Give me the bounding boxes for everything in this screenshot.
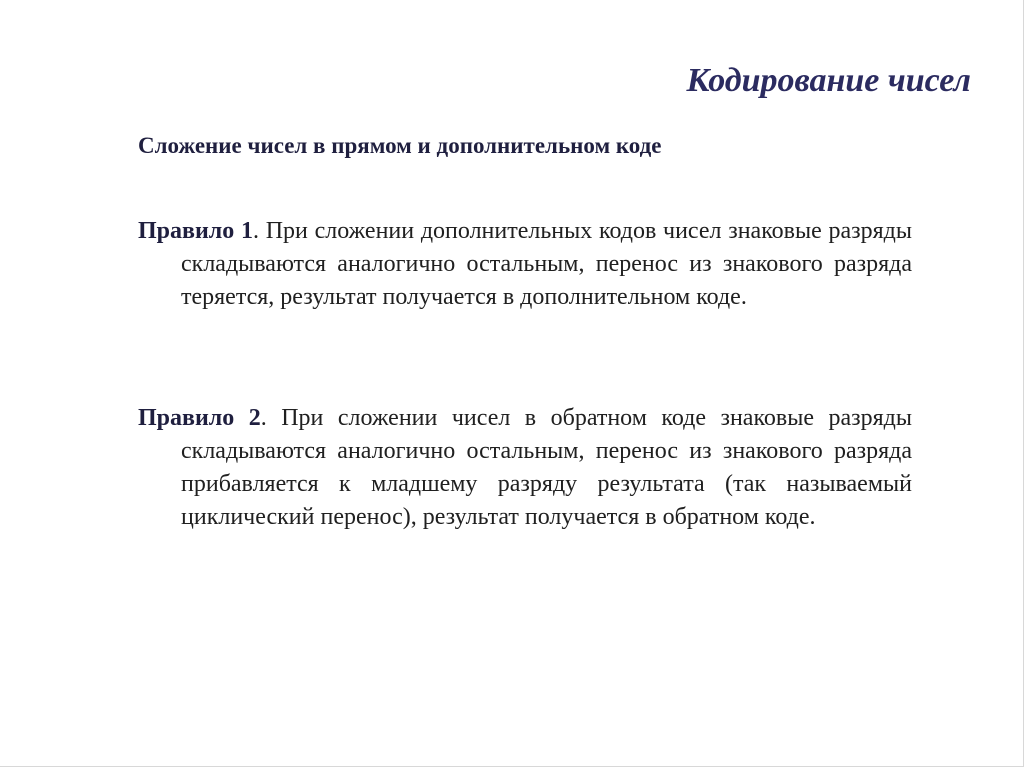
- rule-2-paragraph: [138, 402, 912, 534]
- rule-1-paragraph: [138, 215, 912, 314]
- rule-2-text: . При сложении чисел в обратном коде знаковые разряды складываются аналогично остальным, перенос из знакового разряда прибавляется к младшему разряду результата (так называемый циклический перенос), результат получается в обратном коде.: [181, 405, 912, 530]
- rule-1-text: . При сложении дополнительных кодов чисел знаковые разряды складываются аналогично остальным, перенос из знакового разряда теряется, результат получается в дополнительном коде.: [181, 218, 912, 310]
- rule-2-label: Правило 2: [138, 405, 261, 431]
- rule-1-label: Правило 1: [138, 218, 253, 244]
- slide-subtitle: Сложение чисел в прямом и дополнительном коде: [138, 133, 662, 158]
- slide-title: Кодирование чисел: [686, 62, 971, 99]
